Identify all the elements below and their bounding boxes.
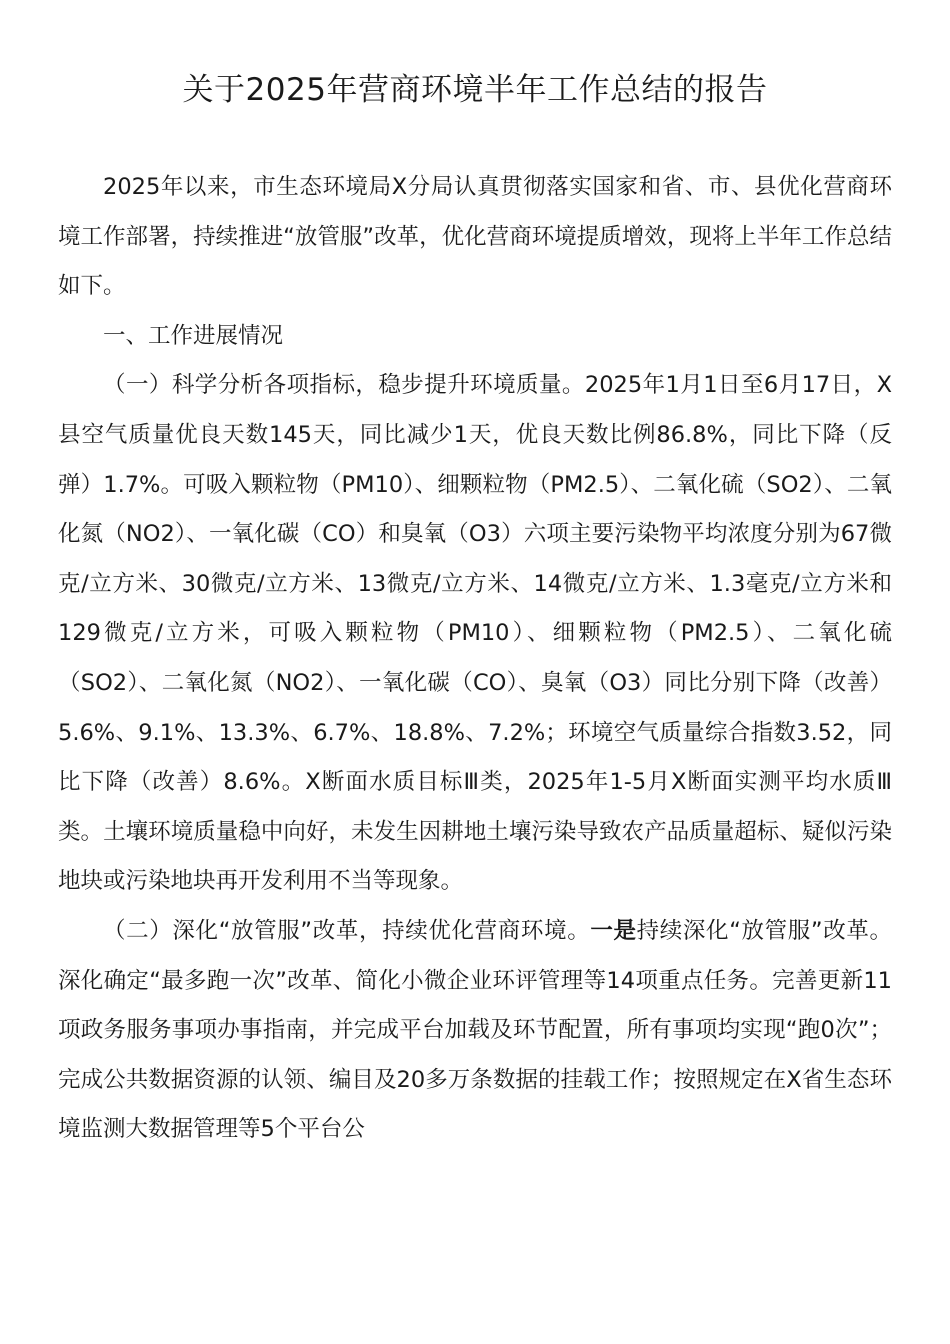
subsection-2-paragraph [58, 907, 892, 1155]
document-body [58, 163, 892, 1155]
subsection-2-bold-marker: 一是 [590, 917, 637, 944]
subsection-2-text: 持续深化“放管服”改革。深化确定“最多跑一次”改革、简化小微企业环评管理等14项重点任务。完善更新11项政务服务事项办事指南，并完成平台加载及环节配置，所有事项均实现“跑0次”；完成公共数据资源的认领、编目及20多万条数据的挂载工作；按照规定在X省生态环境监测大数据管理等5个平台公 [58, 917, 892, 1143]
subsection-2-lead: （二）深化“放管服”改革，持续优化营商环境。 [103, 917, 591, 944]
intro-paragraph: 2025年以来，市生态环境局X分局认真贯彻落实国家和省、市、县优化营商环境工作部署，持续推进“放管服”改革，优化营商环境提质增效，现将上半年工作总结如下。 [58, 174, 892, 300]
document-title: 关于2025年营商环境半年工作总结的报告 [182, 72, 768, 108]
section-heading: 一、工作进展情况 [103, 322, 284, 349]
subsection-1-paragraph: （一）科学分析各项指标，稳步提升环境质量。2025年1月1日至6月17日，X县空气质量优良天数145天，同比减少1天，优良天数比例86.8%，同比下降（反弹）1.7%。可吸入颗粒物（PM10）、细颗粒物（PM2.5）、二氧化硫（SO2）、二氧化氮（NO2）、一氧化碳（CO）和臭氧（O3）六项主要污染物平均浓度分别为67微克/立方米、30微克/立方米、13微克/立方米、14微克/立方米、1.3毫克/立方米和129微克/立方米，可吸入颗粒物（PM10）、细颗粒物（PM2.5）、二氧化硫（SO2）、二氧化氮（NO2）、一氧化碳（CO）、臭氧（O3）同比分别下降（改善）5.6%、9.1%、13.3%、6.7%、18.8%、7.2%；环境空气质量综合指数3.52，同比下降（改善）8.6%。X断面水质目标Ⅲ类，2025年1-5月X断面实测平均水质Ⅲ类。土壤环境质量稳中向好，未发生因耕地土壤污染导致农产品质量超标、疑似污染地块或污染地块再开发利用不当等现象。 [58, 372, 892, 895]
